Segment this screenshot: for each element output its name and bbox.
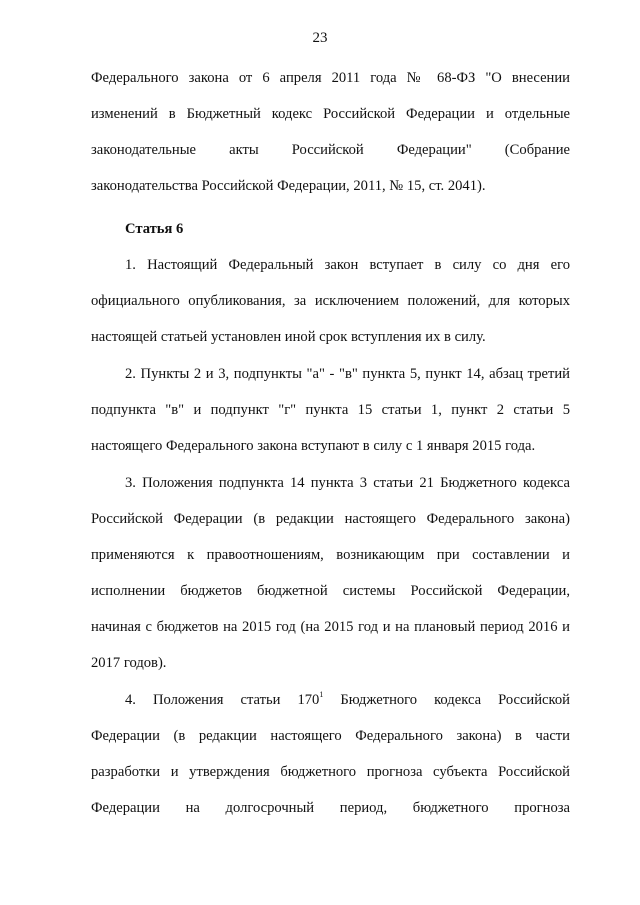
superscript: 1 xyxy=(319,690,324,699)
text-line xyxy=(91,682,570,718)
page-number: 23 xyxy=(312,30,328,46)
text-line: 2. Пункты 2 и 3, подпункты "а" - "в" пункта 5, пункт 14, абзац третий xyxy=(125,366,570,382)
text-line: Российской Федерации (в редакции настоящего Федерального закона) xyxy=(91,511,570,527)
text-line: 3. Положения подпункта 14 пункта 3 статьи 21 Бюджетного кодекса xyxy=(125,475,570,491)
paragraph-4 xyxy=(91,682,570,826)
paragraph-3 xyxy=(91,465,570,681)
text-fragment: 4. Положения статьи 170 xyxy=(125,692,320,708)
text-line: разработки и утверждения бюджетного прогноза субъекта Российской xyxy=(91,764,570,780)
document-body xyxy=(91,59,570,826)
text-line: 2017 годов). xyxy=(91,655,167,671)
text-line: 1. Настоящий Федеральный закон вступает в силу со дня его xyxy=(125,257,570,273)
text-line: исполнении бюджетов бюджетной системы Российской Федерации, xyxy=(91,583,570,599)
text-fragment: Бюджетного кодекса Российской xyxy=(323,692,570,708)
text-line: настоящей статьей установлен иной срок вступления их в силу. xyxy=(91,329,486,345)
article-heading: Статья 6 xyxy=(125,221,184,237)
text-line: Федерации на долгосрочный период, бюджетного прогноза xyxy=(91,800,570,816)
text-line: применяются к правоотношениям, возникающим при составлении и xyxy=(91,547,570,563)
text-line: подпункта "в" и подпункт "г" пункта 15 статьи 1, пункт 2 статьи 5 xyxy=(91,402,570,418)
paragraph-2 xyxy=(91,356,570,464)
text-line: законодательства Российской Федерации, 2011, № 15, ст. 2041). xyxy=(91,178,486,194)
text-line: изменений в Бюджетный кодекс Российской Федерации и отдельные xyxy=(91,106,570,122)
text-line: официального опубликования, за исключением положений, для которых xyxy=(91,293,570,309)
text-line: законодательные акты Российской Федерации" (Собрание xyxy=(91,142,570,158)
text-line: Федерального закона от 6 апреля 2011 года № 68-ФЗ "О внесении xyxy=(91,70,570,86)
text-line: начиная с бюджетов на 2015 год (на 2015 год и на плановый период 2016 и xyxy=(91,619,570,635)
text-line: настоящего Федерального закона вступают в силу с 1 января 2015 года. xyxy=(91,438,536,454)
intro-paragraph xyxy=(91,60,570,204)
paragraph-1 xyxy=(91,247,570,355)
text-line: Федерации (в редакции настоящего Федерального закона) в части xyxy=(91,728,570,744)
